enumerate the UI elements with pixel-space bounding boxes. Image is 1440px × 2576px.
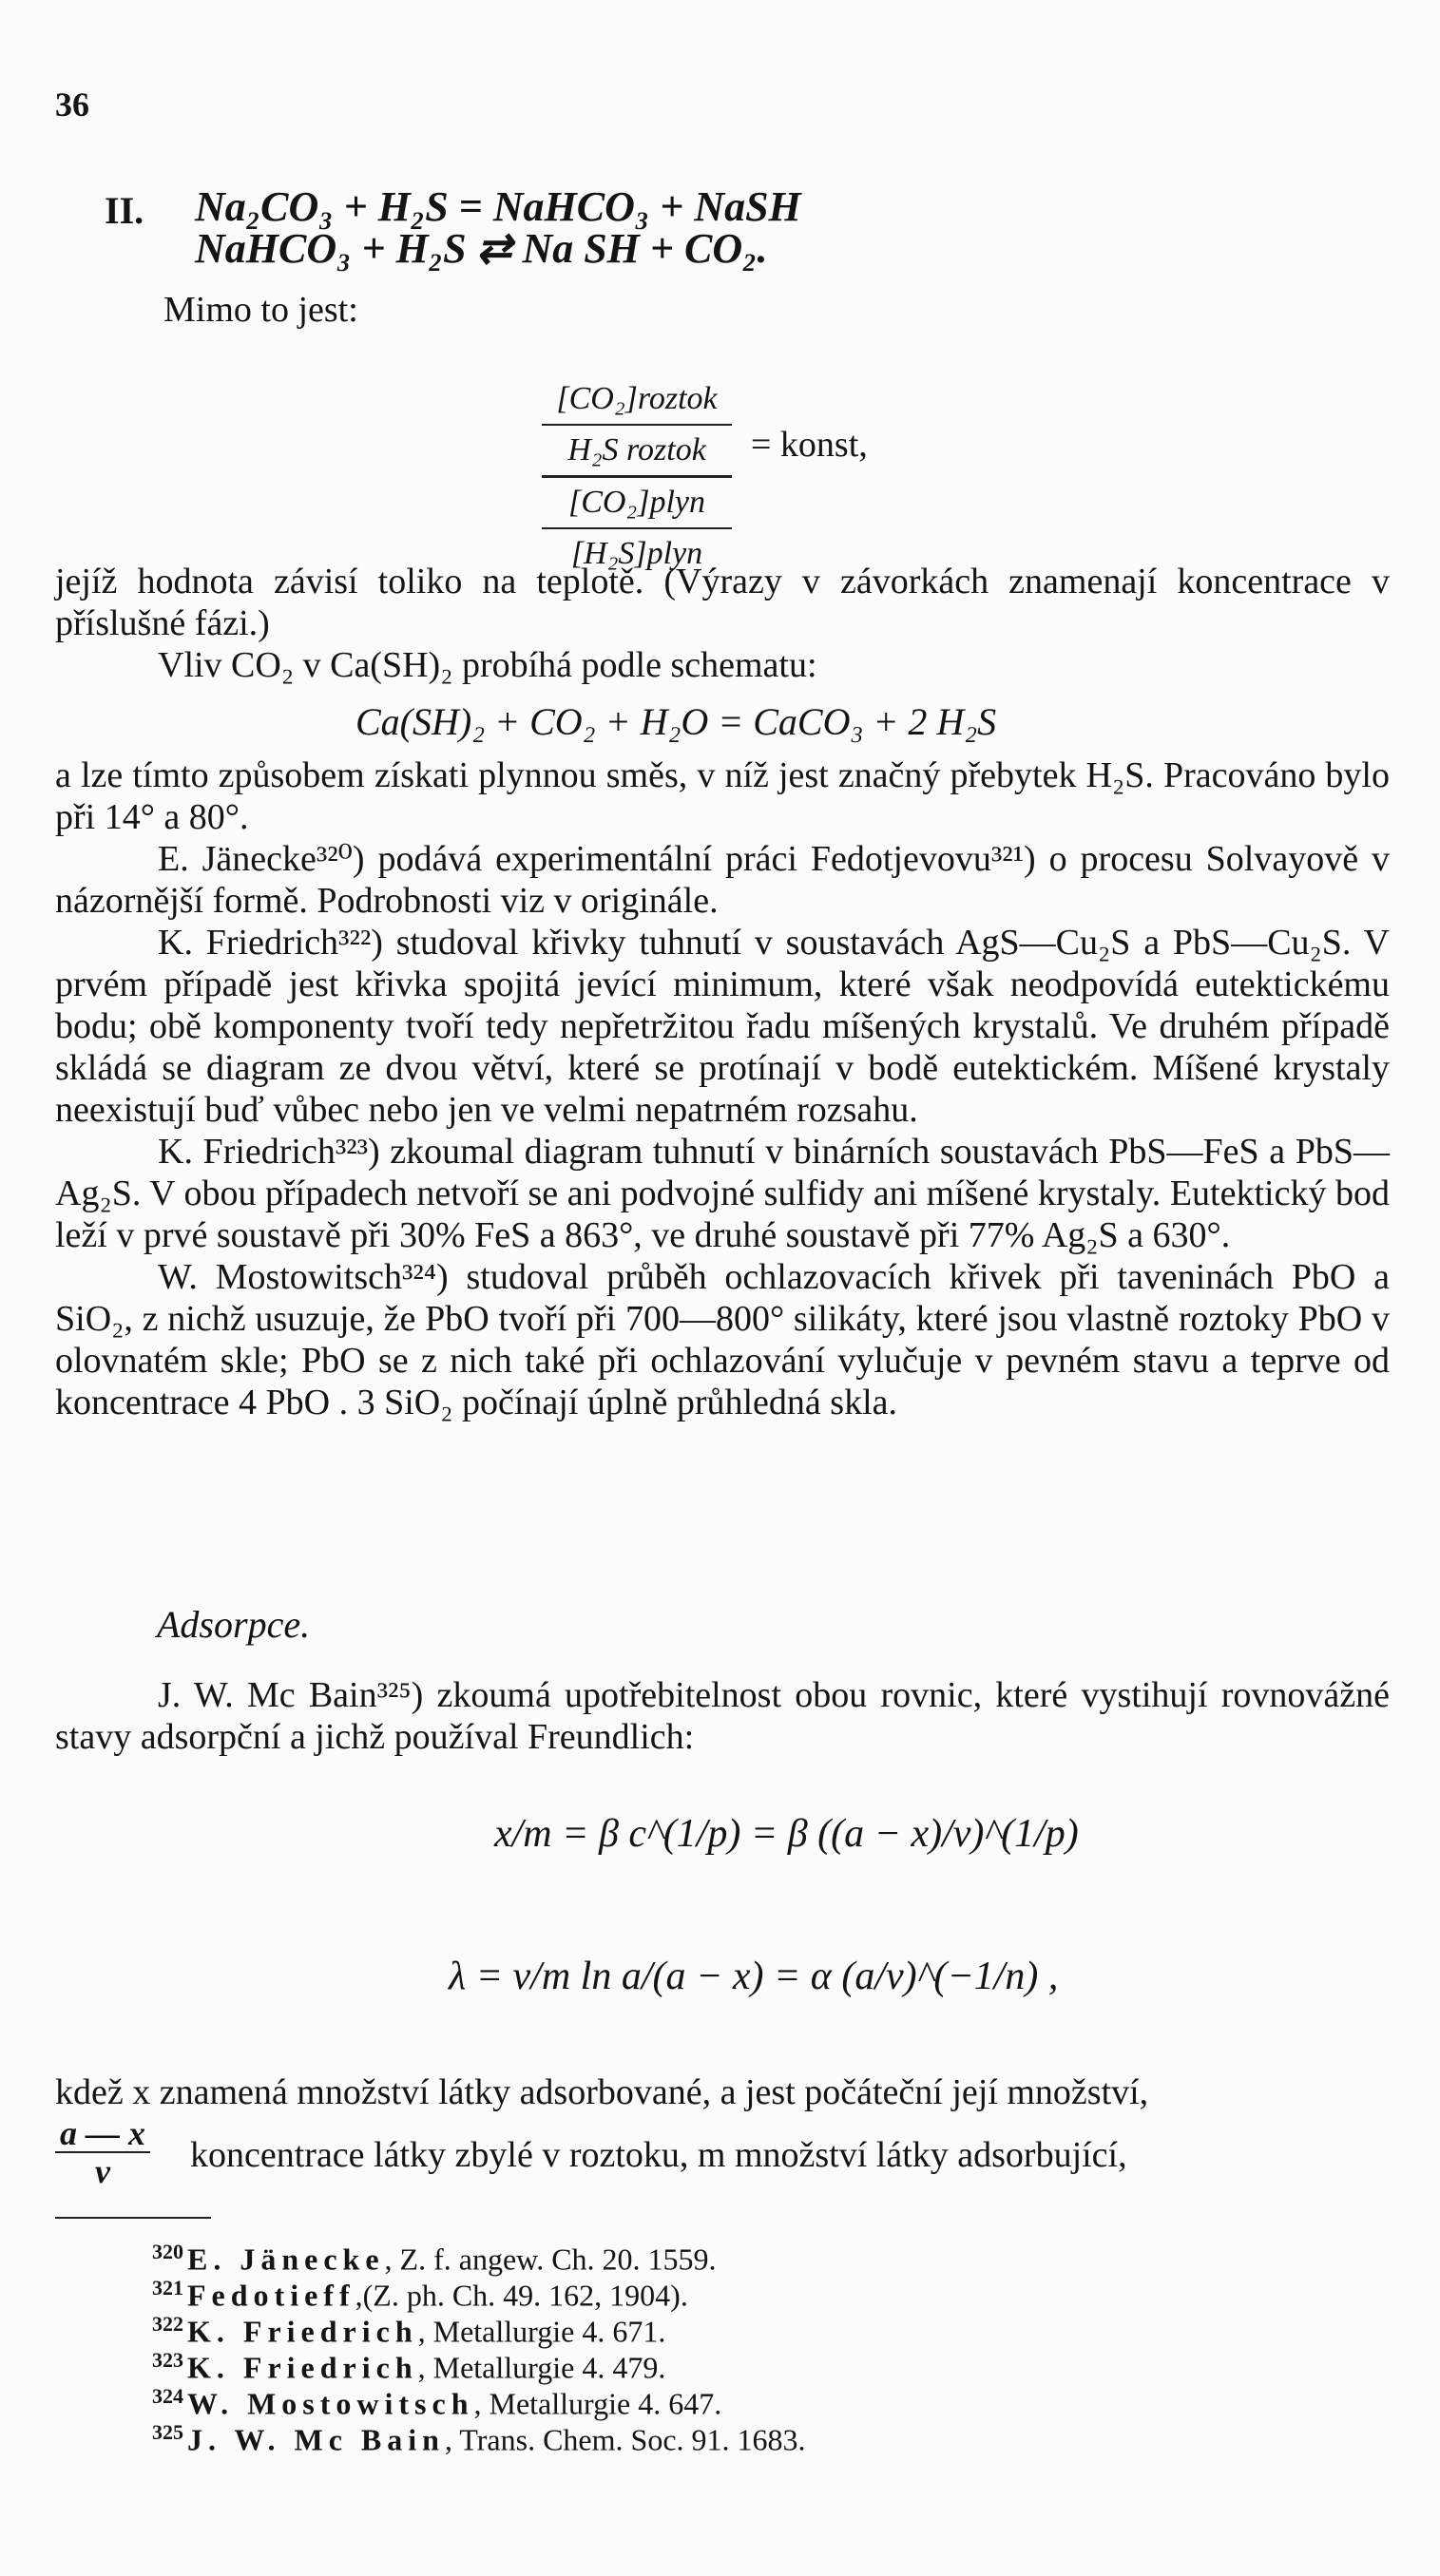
text-block-3 [55, 1674, 1390, 1758]
section-heading: Adsorpce. [157, 1603, 311, 1646]
kdez-fraction-den: v [95, 2152, 110, 2190]
equation-2: NaHCO₃ + H₂S ⇄ Na SH + CO₂. [195, 225, 768, 272]
kdez-fraction [55, 2115, 150, 2189]
concentration-fraction [542, 378, 732, 575]
kdez-line-1: kdež x znamená množství látky adsorbované, a jest počáteční její množství, [55, 2072, 1149, 2112]
paragraph-4: E. Jänecke³²⁰) podává experimentální práci Fedotjevovu³²¹) o procesu Solvayově v názornější formě. Podrobnosti viz v originále. [55, 839, 1390, 921]
mimo-text: Mimo to jest: [163, 290, 358, 330]
page-number: 36 [55, 86, 89, 124]
paragraph-3: a lze tímto způsobem získati plynnou směs, v níž jest značný přebytek H₂S. Pracováno bylo při 14° a 80°. [55, 755, 1390, 837]
paragraph-7: W. Mostowitsch³²⁴) studoval průběh ochlazovacích křivek při taveninách PbO a SiO₂, z nichž usuzuje, že PbO tvoří při 700—800° silikáty, které jsou vlastně roztoky PbO v olovnatém skle; PbO se z nich také při ochlazování vylučuje v pevném stavu a teprve od koncentrace 4 PbO . 3 SiO₂ počínají úplně průhledná skla. [55, 1257, 1390, 1422]
paragraph-2: Vliv CO₂ v Ca(SH)₂ probíhá podle schematu: [158, 645, 817, 685]
footnote-rule [55, 2217, 211, 2219]
text-block-2 [55, 754, 1390, 1423]
text-block-1 [55, 561, 1390, 686]
footnote-320: $^{320}$ E. Jänecke, Z. f. angew. Ch. 20. 1559. [152, 2240, 717, 2277]
fraction-den-bottom: [H₂S]plyn [570, 536, 703, 571]
footnote-321: $^{321}$ Fedotieff,(Z. ph. Ch. 49. 162, 1904). [152, 2276, 688, 2313]
footnote-324: $^{324}$ W. Mostowitsch, Metallurgie 4. 647. [152, 2384, 722, 2421]
fraction-den-top: [CO₂]plyn [567, 485, 706, 520]
schema-equation: Ca(SH)₂ + CO₂ + H₂O = CaCO₃ + 2 H₂S [355, 700, 997, 743]
text-block-4 [55, 2071, 1390, 2113]
paragraph-1: jejíž hodnota závisí toliko na teplotě. (Výrazy v závorkách znamenají koncentrace v příslušné fázi.) [55, 562, 1390, 643]
freundlich-equation-2: λ = v/m ln a/(a − x) = α (a/v)^(−1/n) , [449, 1955, 1059, 1998]
paragraph-6: K. Friedrich³²³) zkoumal diagram tuhnutí v binárních soustavách PbS—FeS a PbS—Ag₂S. V obou případech netvoří se ani podvojné sulfidy ani míšené krystaly. Eutektický bod leží v prvé soustavě při 30% FeS a 863°, ve druhé soustavě při 77% Ag₂S a 630°. [55, 1132, 1390, 1255]
paragraph-adsorpce: J. W. Mc Bain³²⁵) zkoumá upotřebitelnost obou rovnic, které vystihují rovnovážné stavy adsorpční a jichž používal Freundlich: [55, 1675, 1390, 1757]
freundlich-equation-1: x/m = β c^(1/p) = β ((a − x)/v)^(1/p) [494, 1812, 1079, 1856]
footnote-325: $^{325}$ J. W. Mc Bain, Trans. Chem. Soc. 91. 1683. [152, 2420, 806, 2457]
fraction-line-1 [542, 424, 732, 426]
fraction-line-2 [542, 527, 732, 529]
fraction-num-bottom: H₂S roztok [567, 432, 706, 467]
paragraph-5: K. Friedrich³²²) studoval křivky tuhnutí v soustavách AgS—Cu₂S a PbS—Cu₂S. V prvém případě jest křivka spojitá jevící minimum, které však neodpovídá eutektickému bodu; obě komponenty tvoří tedy nepřetržitou řadu míšených krystalů. Ve druhém případě skládá se diagram ze dvou větví, které se protínají v bodě eutektickém. Míšené krystaly neexistují buď vůbec nebo jen ve velmi nepatrném rozsahu. [55, 923, 1390, 1130]
kdez-fraction-num: a — x [60, 2114, 145, 2152]
fraction-main-line [542, 475, 732, 478]
section-label: II. [105, 189, 144, 232]
footnote-322: $^{322}$ K. Friedrich, Metallurgie 4. 671. [152, 2312, 666, 2349]
kdez-line-2: koncentrace látky zbylé v roztoku, m množství látky adsorbující, [190, 2135, 1127, 2175]
equation-1: Na₂CO₃ + H₂S = NaHCO₃ + NaSH [195, 183, 801, 230]
fraction-num-top: [CO₂]roztok [556, 381, 718, 416]
footnote-323: $^{323}$ K. Friedrich, Metallurgie 4. 479. [152, 2348, 666, 2385]
fraction-rhs: = konst, [751, 425, 868, 465]
